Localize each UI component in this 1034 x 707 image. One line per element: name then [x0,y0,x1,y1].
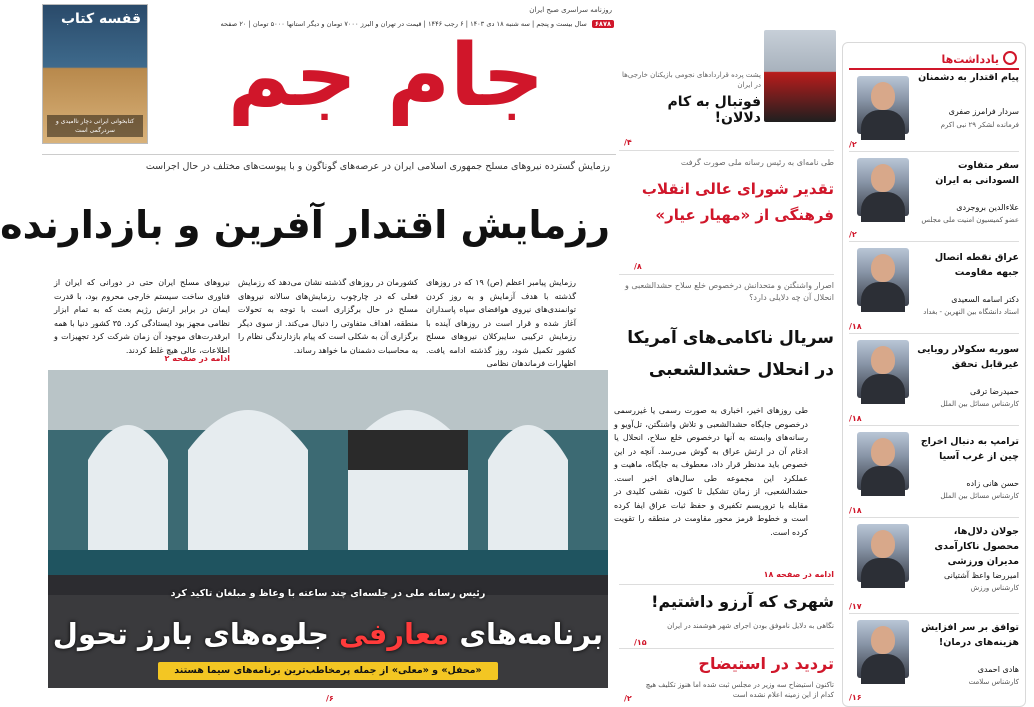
sidebar-item-title: ترامپ به دنبال اخراج چین از غرب آسیا [920,436,1019,462]
sidebar-item[interactable] [849,242,1019,334]
photo-headline-part3: جلوه‌های بارز تحول [52,617,329,651]
divider [619,150,834,151]
author-photo [857,76,909,134]
supplement-cover[interactable] [42,4,148,144]
football-photo [764,30,836,122]
divider [619,584,834,585]
lead-subhead: رزمایش گسترده نیروهای مسلح جمهوری اسلامی ایران در عرصه‌های گوناگون و با پیوست‌های مختلف در حال اجراست [145,161,610,172]
sidebar-item-title: سفر متفاوت السودانی به ایران [935,160,1019,186]
lead-col-2: کشورمان در روزهای گذشته نشان می‌دهد که رزمایش فعلی که در چارچوب رزمایش‌های سالانه نیروهای مسلح در حال برگزاری است با توجه به تحولات منطقه، اهداف متفاوتی را دنبال می‌کند. از سوی دیگر برگزاری آن به شکلی است که پیام بازدارندگی نظام را به محاسبات دشمنان ما خواهد رساند. [238,278,418,355]
page-ref: ۲/ [849,140,857,149]
sidebar-item-author: دکتر اسامه السعیدی [951,295,1019,304]
sidebar-item-role: عضو کمیسیون امنیت ملی مجلس [921,216,1019,224]
supplement-caption: کتابخوانی ایرانی دچار ناامیدی و سردرگمی است [47,115,143,137]
sidebar-item-role: فرمانده لشکر ۲۹ نبی اکرم [940,121,1019,129]
sidebar-item-author: علاءالدین بروجردی [956,203,1019,212]
sidebar-item-author: حمیدرضا ترقی [970,387,1019,396]
page-ref: ۱۸/ [849,414,862,423]
photo-headline[interactable] [48,616,608,652]
sidebar-header [849,48,1019,70]
sidebar-item[interactable] [849,518,1019,614]
group-photo [48,370,608,688]
photo-headline-highlight: معارفی [339,617,450,651]
sidebar-item-author: هادی احمدی [977,665,1019,674]
iraq-body: طی روزهای اخیر، اخباری به صورت رسمی یا غیررسمی درخصوص جایگاه حشدالشعبی و تلاش واشنگتن، تل‌آویو و رسانه‌های وابسته به آنها درخصوص خلع سلاح، انحلال یا ادغام آن در ارتش عراق به گوش می‌رسد. آنچه در این خصوص باید مدنظر قرار داد، معطوف به جایگاه، ماهیت و عملکرد این مجموعه طی سال‌های اخیر است. حشدالشعبی، از زمان تشکیل تا کنون، نقشی کلیدی در مقابله با تروریسم تکفیری و حفظ ثبات عراق ایفا کرده است و خطوط قرمز محور مقاومت در منطقه را تقویت کرده است. [614,406,808,537]
issue-number: ۶۸۷۸ [592,20,614,28]
issue-info: سال بیست و پنجم | سه شنبه ۱۸ دی ۱۴۰۳ | ۶ رجب ۱۴۴۶ | قیمت در تهران و البرز ۷۰۰۰ تومان و دیگر استانها ۵۰۰۰ تومان | ۲۰ صفحه [220,20,587,28]
page-ref: ۸/ [634,262,642,271]
page-ref: ۱۷/ [849,602,862,611]
sidebar-item[interactable] [849,426,1019,518]
hope-headline[interactable]: شهری که آرزو داشتیم! [651,592,834,611]
football-headline[interactable]: فوتبال به کام دلالان! [667,94,761,126]
page-ref: ۱۸/ [849,322,862,331]
page-ref: ۲/ [624,694,632,703]
divider [619,648,834,649]
notes-icon [1003,51,1017,65]
lead-headline[interactable]: رزمایش اقتدار آفرین و بازدارنده [0,203,610,247]
sidebar-item[interactable] [849,70,1019,152]
author-photo [857,248,909,306]
page-ref: ۱۸/ [849,506,862,515]
impeachment-headline[interactable]: تردید در استیضاح [698,654,834,673]
masthead-rule [42,154,616,155]
iraq-kicker: اصرار واشنگتن و متحدانش درخصوص خلع سلاح حشدالشعبی و انحلال آن چه دلایلی دارد؟ [624,281,834,302]
culture-headline[interactable]: تقدیر شورای عالی انقلاب فرهنگی از «مهیار عیار» [641,180,834,224]
hope-subhead: نگاهی به دلایل ناموفق بودن اجرای شهر هوشمند در ایران [667,622,834,630]
iraq-headline[interactable]: سریال ناکامی‌های آمریکا در انحلال حشدالشعبی [627,328,834,380]
continue-link[interactable]: ادامه در صفحه ۲ [164,354,230,363]
sidebar-item-title: پیام اقتدار به دشمنان [918,72,1019,83]
impeachment-subhead: تاکنون استیضاح سه وزیر در مجلس ثبت شده اما هنوز تکلیف هیچ کدام از این زمینه اعلام نشده است [645,681,834,699]
sidebar-item-title: عراق نقطه اتصال جبهه مقاومت [934,252,1019,278]
author-photo [857,432,909,490]
page-ref: ۲/ [849,230,857,239]
author-photo [857,620,909,678]
supplement-title: قفسه کتاب [60,11,141,27]
sidebar-item-role: کارشناس مسائل بین الملل [940,400,1019,408]
sidebar-item[interactable] [849,334,1019,426]
sidebar-item-role: کارشناس سلامت [968,678,1019,686]
author-photo [857,524,909,582]
divider [619,274,834,275]
sidebar-item-role: کارشناس مسائل بین الملل [940,492,1019,500]
sidebar-item-author: سردار فرامرز صفری [948,107,1019,116]
author-photo [857,158,909,216]
sidebar-item-author: حسن هانی زاده [966,479,1019,488]
lead-col-3: نیروهای مسلح ایران حتی در دورانی که ایران از فناوری ساخت سیستم خارجی محروم بود، با قدرت ایمان در برابر ارتش رژیم بعث که به تمام ابزار نظامی مجهز بود ایستادگی کرد. ۳۵ کشور دنیا با همه ابرقدرت‌های موجود آن زمان شرکت کرد تجهیزات و اطلاعات، عالی هیچ غلط کردند. [54,278,230,355]
masthead-logo: جام جم [227,26,545,126]
sidebar-item-author: امیررضا واعظ آشتیانی [943,571,1019,580]
photo-headline-part1: برنامه‌های [459,617,604,651]
sidebar-item-role: کارشناس ورزش [970,584,1019,592]
photo-caption: «محفل» و «معلی» از جمله پرمخاطب‌ترین برنامه‌های سیما هستند [158,662,498,680]
sidebar-item-title: توافق بر سر افزایش هزینه‌های درمان! [921,622,1019,648]
newspaper-tagline: روزنامه سراسری صبح ایران [529,6,612,14]
author-photo [857,340,909,398]
sidebar-item-title: جولان دلال‌ها، محصول ناکارآمدی مدیران ورزشی [934,526,1019,567]
sidebar-item[interactable] [849,152,1019,242]
culture-kicker: طی نامه‌ای به رئیس رسانه ملی صورت گرفت [680,158,834,167]
lead-col-1: رزمایش پیامبر اعظم (ص) ۱۹ که در روزهای گذشته با هدف آزمایش و به روز کردن توانمندی‌های نیروی هوافضای سپاه پاسداران آغاز شده و قرار است در روزهای آینده با رزمایش ترکیبی سایبرکلان نیروهای مسلح کشور تکمیل شود، روز گذشته ادامه یافت. اظهارات فرماندهان نظامی [426,278,576,368]
page-ref: ۱۵/ [634,638,647,647]
page-ref: ۱۶/ [849,693,862,702]
sidebar-item-role: استاد دانشگاه بین النهرین - بغداد [923,308,1019,316]
page-ref: ۶/ [326,694,334,703]
photo-kicker: رئیس رسانه ملی در جلسه‌ای چند ساعته با وعاظ و مبلغان تاکید کرد [170,588,486,599]
sidebar-section-title: یادداشت‌ها [941,53,999,66]
sidebar-item-title: سوریه سکولار رویایی غیرقابل تحقق [917,344,1019,370]
sidebar-item[interactable] [849,614,1019,704]
continue-link[interactable]: ادامه در صفحه ۱۸ [763,570,834,579]
football-kicker: پشت پرده قراردادهای نجومی بازیکنان خارجی‌ها در ایران [622,71,761,89]
page-ref: ۴/ [624,138,632,147]
